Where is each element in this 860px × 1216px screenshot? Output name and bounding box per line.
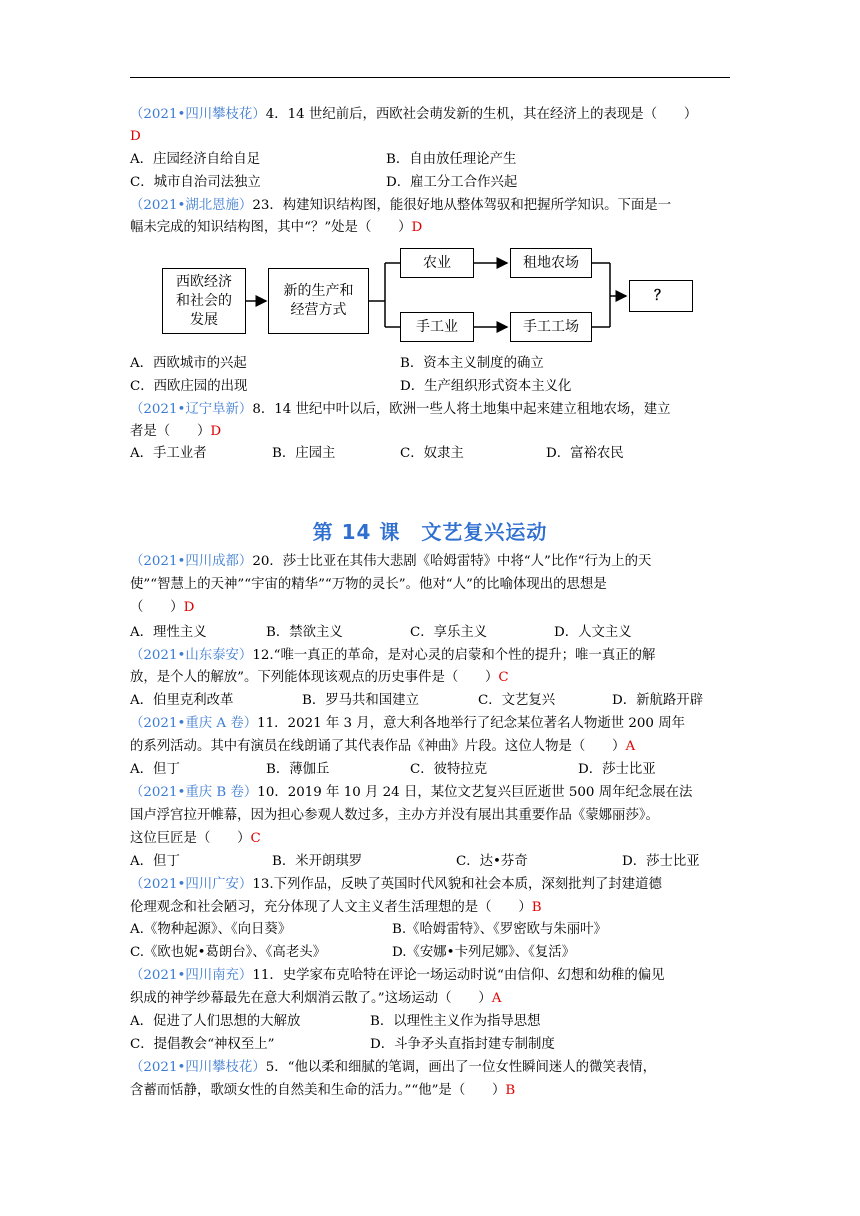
- q7-option-a: A．但丁: [130, 854, 180, 869]
- q4-option-a: A．理性主义: [130, 625, 207, 640]
- box2-line1: 新的生产和: [283, 283, 354, 299]
- q1-source: （2021•四川攀枝花）: [130, 107, 266, 122]
- q4-text-line3: （ ）: [130, 600, 184, 615]
- q2-source: （2021•湖北恩施）: [130, 198, 253, 213]
- q4-option-d: D．人文主义: [554, 625, 632, 640]
- q3-option-b: B．庄园主: [272, 446, 336, 461]
- q7-stem-line3: [130, 828, 261, 850]
- q9-option-d: D．斗争矛头直指封建专制制度: [370, 1037, 555, 1052]
- q3-text-line2: 者是（ ）: [130, 424, 211, 439]
- q5-source: （2021•山东泰安）: [130, 648, 253, 663]
- q4-stem-line3: [130, 597, 194, 619]
- q8-option-a: A.《物种起源》、《向日葵》: [130, 922, 292, 937]
- q3-source: （2021•辽宁阜新）: [130, 402, 253, 417]
- q5-option-b: B．罗马共和国建立: [302, 693, 419, 708]
- box-question: ？: [629, 280, 693, 312]
- q7-answer: C: [250, 831, 261, 846]
- q6-option-c: C．彼特拉克: [410, 762, 488, 777]
- q3-stem-line1: [130, 399, 670, 421]
- q8-option-c: C.《欧也妮•葛朗台》、《高老头》: [130, 945, 326, 960]
- q9-option-c: C．提倡教会“神权至上”: [130, 1037, 275, 1052]
- q2-option-b: B．资本主义制度的确立: [400, 356, 544, 371]
- q4-source: （2021•四川成都）: [130, 554, 253, 569]
- q7-text-line1: 10．2019 年 10 月 24 日，某位文艺复兴巨匠逝世 500 周年纪念展在法: [257, 785, 693, 800]
- q9-stem-line2: [130, 988, 501, 1010]
- q9-text-line2: 织成的神学纱幕最先在意大利烟消云散了。”这场运动（ ）: [130, 991, 492, 1006]
- diagram-connectors: [0, 0, 860, 360]
- q7-option-d: D．莎士比亚: [622, 854, 700, 869]
- q10-source: （2021•四川攀枝花）: [130, 1060, 266, 1075]
- q7-source: （2021•重庆 B 卷）: [130, 785, 258, 800]
- q5-option-a: A．伯里克利改革: [130, 693, 234, 708]
- q7-option-c: C．达•芬奇: [456, 854, 528, 869]
- q8-text-line1: 13.下列作品，反映了英国时代风貌和社会本质，深刻批判了封建道德: [252, 877, 662, 892]
- q4-option-b: B．禁欲主义: [266, 625, 343, 640]
- q5-option-d: D．新航路开辟: [612, 693, 704, 708]
- q6-option-d: D．莎士比亚: [578, 762, 656, 777]
- q1-option-c: C．城市自治司法独立: [130, 175, 261, 190]
- q7-stem-line1: [130, 782, 692, 804]
- q7-stem-line2: 国卢浮宫拉开帷幕，因为担心参观人数过多，主办方并没有展出其重要作品《蒙娜丽莎》。: [130, 808, 659, 823]
- q5-stem-line2: [130, 667, 509, 689]
- q5-text-line1: 12.“唯一真正的革命，是对心灵的启蒙和个性的提升；唯一真正的解: [252, 648, 656, 663]
- box-handicraft: 手工业: [400, 312, 474, 342]
- q10-text-line1: 5．“他以柔和细腻的笔调，画出了一位女性瞬间迷人的微笑表情，: [265, 1060, 657, 1075]
- q5-answer: C: [498, 670, 509, 685]
- q8-option-b: B.《哈姆雷特》、《罗密欧与朱丽叶》: [392, 922, 607, 937]
- q1-option-a: A．庄园经济自给自足: [130, 152, 261, 167]
- box-leased-farm: 租地农场: [510, 248, 592, 278]
- q9-option-a: A．促进了人们思想的大解放: [130, 1014, 301, 1029]
- q3-text-line1: 8．14 世纪中叶以后，欧洲一些人将土地集中起来建立租地农场，建立: [252, 402, 671, 417]
- q9-stem-line1: [130, 965, 665, 987]
- q8-text-line2: 伦理观念和社会陋习，充分体现了人文主义者生活理想的是（ ）: [130, 900, 532, 915]
- q1-answer: D: [130, 129, 141, 144]
- q6-option-a: A．但丁: [130, 762, 180, 777]
- box1-line2: 和社会的: [176, 292, 232, 309]
- q10-text-line2: 含蓄而恬静，歌颂女性的自然美和生命的活力。”“他”是（ ）: [130, 1083, 506, 1098]
- q1-option-b: B．自由放任理论产生: [386, 152, 517, 167]
- q10-stem-line2: [130, 1080, 515, 1102]
- box-western-europe: [162, 268, 246, 334]
- q2-option-a: A．西欧城市的兴起: [130, 356, 247, 371]
- q2-text-line1: 23．构建知识结构图，能很好地从整体驾驭和把握所学知识。下面是一: [252, 198, 672, 213]
- q9-option-b: B．以理性主义作为指导思想: [370, 1014, 541, 1029]
- q6-text-line2: 的系列活动。其中有演员在线朗诵了其代表作品《神曲》片段。这位人物是（ ）: [130, 739, 626, 754]
- q3-stem-line2: [130, 421, 221, 443]
- box-agriculture: 农业: [400, 248, 474, 278]
- q6-option-b: B．薄伽丘: [266, 762, 330, 777]
- box2-line2: 经营方式: [290, 302, 347, 318]
- q6-answer: A: [625, 739, 636, 754]
- q1-option-d: D．雇工分工合作兴起: [386, 175, 518, 190]
- box-new-production: [268, 268, 369, 334]
- q6-source: （2021•重庆 A 卷）: [130, 716, 258, 731]
- q5-stem-line1: [130, 645, 655, 667]
- q3-answer: D: [210, 424, 222, 439]
- box-workshop: 手工工场: [510, 312, 592, 342]
- q7-option-b: B．米开朗琪罗: [272, 854, 363, 869]
- box1-line3: 发展: [190, 311, 218, 328]
- q6-stem-line2: [130, 736, 635, 758]
- q2-answer: D: [411, 220, 423, 235]
- q6-text-line1: 11．2021 年 3 月，意大利各地举行了纪念某位著名人物逝世 200 周年: [257, 716, 685, 731]
- q4-text-line1: 20．莎士比亚在其伟大悲剧《哈姆雷特》中将“人”比作“行为上的天: [252, 554, 652, 569]
- lesson-title: 第 14 课 文艺复兴运动: [312, 520, 548, 544]
- q8-option-d: D.《安娜•卡列尼娜》、《复活》: [392, 945, 576, 960]
- q8-stem-line1: [130, 874, 662, 896]
- q6-stem-line1: [130, 713, 685, 735]
- q2-option-c: C．西欧庄园的出现: [130, 379, 248, 394]
- q7-text-line3: 这位巨匠是（ ）: [130, 831, 251, 846]
- q8-stem-line2: [130, 897, 542, 919]
- q9-answer: A: [491, 991, 502, 1006]
- q10-stem-line1: [130, 1057, 656, 1079]
- q8-answer: B: [531, 900, 542, 915]
- q10-answer: B: [505, 1083, 516, 1098]
- q9-text-line1: 11．史学家布克哈特在评论一场运动时说“由信仰、幻想和幼稚的偏见: [252, 968, 665, 983]
- q5-option-c: C．文艺复兴: [478, 693, 556, 708]
- q3-option-c: C．奴隶主: [400, 446, 464, 461]
- q2-option-d: D．生产组织形式资本主义化: [400, 379, 572, 394]
- q9-source: （2021•四川南充）: [130, 968, 253, 983]
- q4-answer: D: [183, 600, 195, 615]
- q4-stem-line1: [130, 551, 651, 573]
- q4-option-c: C．享乐主义: [410, 625, 488, 640]
- q3-option-a: A．手工业者: [130, 446, 207, 461]
- box1-line1: 西欧经济: [176, 273, 232, 290]
- q8-source: （2021•四川广安）: [130, 877, 253, 892]
- q1-text: 4．14 世纪前后，西欧社会萌发新的生机，其在经济上的表现是（ ）: [265, 107, 698, 122]
- q4-stem-line2: 使”“智慧上的天神”“宇宙的精华”“万物的灵长”。他对“人”的比喻体现出的思想是: [130, 577, 607, 592]
- q3-option-d: D．富裕农民: [546, 446, 624, 461]
- q5-text-line2: 放，是个人的解放”。下列能体现该观点的历史事件是（ ）: [130, 670, 499, 685]
- q2-text-line2: 幅未完成的知识结构图，其中“？”处是（ ）: [130, 220, 412, 235]
